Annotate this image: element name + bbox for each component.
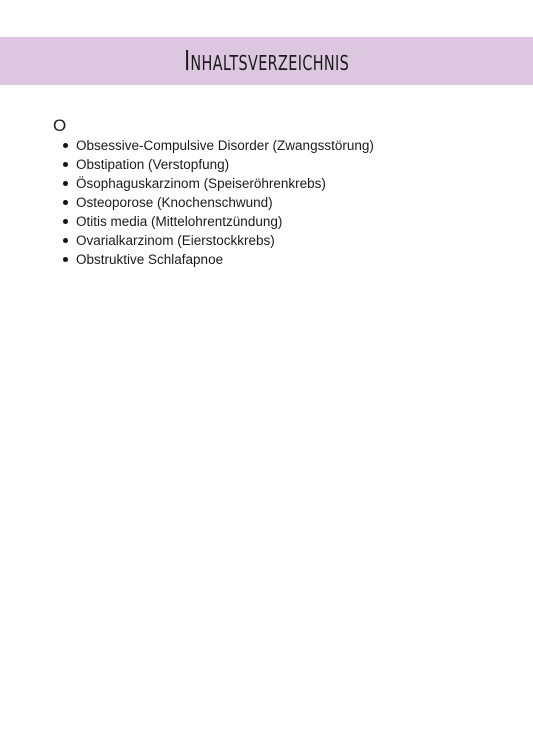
toc-item[interactable] xyxy=(76,136,516,155)
toc-item[interactable] xyxy=(76,212,516,231)
toc-item-label: Osteoporose (Knochenschwund) xyxy=(76,195,273,210)
toc-item[interactable] xyxy=(76,174,516,193)
bullet-icon xyxy=(63,238,68,243)
bullet-icon xyxy=(63,143,68,148)
toc-item-label: Ösophaguskarzinom (Speiseröhrenkrebs) xyxy=(76,176,326,191)
bullet-icon xyxy=(63,257,68,262)
toc-item-label: Ovarialkarzinom (Eierstockkrebs) xyxy=(76,233,275,248)
toc-item[interactable] xyxy=(76,231,516,250)
toc-item[interactable] xyxy=(76,193,516,212)
bullet-icon xyxy=(63,219,68,224)
toc-item[interactable] xyxy=(76,250,516,269)
title-band xyxy=(0,37,533,85)
toc-item-label: Obsessive-Compulsive Disorder (Zwangsstörung) xyxy=(76,138,374,153)
page-title: Inhaltsverzeichnis xyxy=(183,44,350,77)
toc-item-label: Obstruktive Schlafapnoe xyxy=(76,252,224,267)
bullet-icon xyxy=(63,200,68,205)
toc-item-label: Obstipation (Verstopfung) xyxy=(76,157,230,172)
bullet-icon xyxy=(63,181,68,186)
toc-list xyxy=(76,136,516,269)
toc-item-label: Otitis media (Mittelohrentzündung) xyxy=(76,214,283,229)
section-letter: O xyxy=(53,116,67,135)
toc-item[interactable] xyxy=(76,155,516,174)
bullet-icon xyxy=(63,162,68,167)
